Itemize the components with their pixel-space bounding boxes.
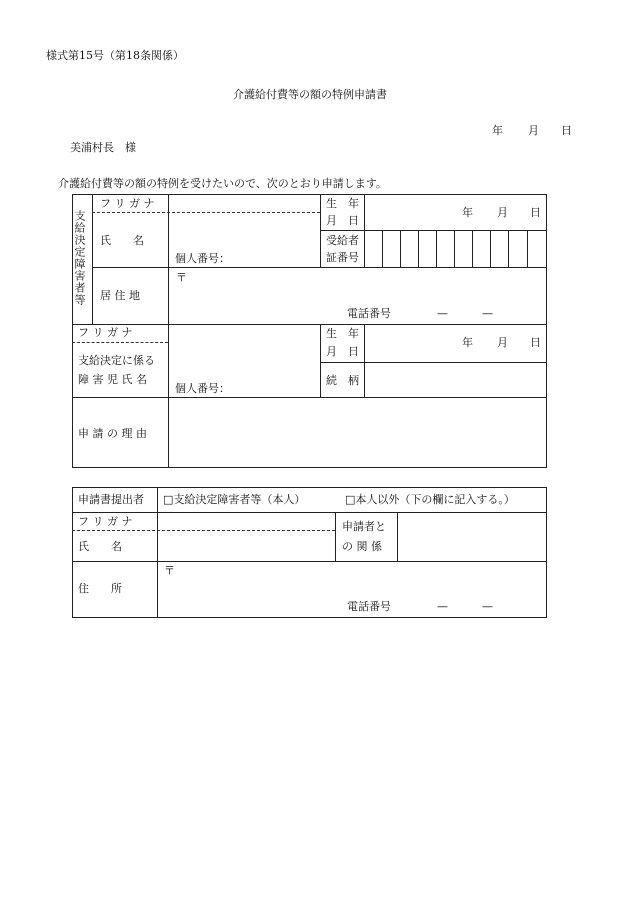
addressee: 美浦村長 様 — [70, 141, 136, 154]
reason-field[interactable] — [169, 398, 545, 466]
furigana-separator — [72, 342, 168, 343]
divider — [335, 512, 336, 561]
furigana-label: フ リ ガ ナ — [100, 197, 155, 210]
date-month-label: 月 — [528, 124, 539, 137]
recipient-number-label: 受給者 — [326, 234, 359, 247]
submitter-furigana-field[interactable] — [158, 513, 334, 529]
form-number: 様式第15号（第18条関係） — [46, 49, 184, 62]
furigana-label: フ リ ガ ナ — [78, 515, 133, 528]
intro-text: 介護給付費等の額の特例を受けたいので、次のとおり申請します。 — [58, 177, 387, 190]
date-year-label: 年 — [492, 124, 503, 137]
side-label-applicant: 支給決定障害者等 — [73, 210, 86, 306]
form-title: 介護給付費等の額の特例申請書 — [233, 88, 387, 101]
birth-month-label: 月 — [497, 206, 508, 219]
child-name-label: 支給決定に係る — [78, 354, 155, 367]
applicant-furigana-field[interactable] — [169, 195, 319, 211]
individual-number-label: 個人番号： — [175, 252, 230, 265]
child-name-label: 障 害 児 氏 名 — [78, 373, 147, 386]
postal-mark: 〒 — [164, 564, 175, 577]
address-label: 居 住 地 — [100, 289, 140, 302]
applicant-birthdate-field[interactable] — [365, 195, 545, 229]
birth-day-label: 日 — [530, 206, 541, 219]
recipient-number-field[interactable] — [365, 231, 545, 266]
birth-label: 生 年 — [326, 327, 359, 340]
option-self-checkbox[interactable]: □支給決定障害者等（本人） — [163, 493, 306, 506]
option-other-checkbox[interactable]: □本人以外（下の欄に記入する。） — [345, 493, 515, 506]
submitter-label: 申請書提出者 — [78, 493, 144, 506]
phone-separator: — — [437, 600, 448, 613]
address-label: 住 所 — [78, 582, 122, 595]
furigana-label: フ リ ガ ナ — [78, 326, 133, 339]
divider — [92, 194, 93, 324]
birth-year-label: 年 — [462, 206, 473, 219]
birth-label: 月 日 — [326, 214, 359, 227]
relation-label: 続 柄 — [326, 374, 359, 387]
submitter-relation-field[interactable] — [398, 513, 545, 560]
birth-month-label: 月 — [497, 336, 508, 349]
child-furigana-field[interactable] — [169, 325, 319, 361]
date-day-label: 日 — [561, 124, 572, 137]
birth-year-label: 年 — [462, 336, 473, 349]
phone-separator: — — [482, 307, 493, 320]
relation-field[interactable] — [365, 363, 545, 396]
birth-label: 月 日 — [326, 345, 359, 358]
name-label: 氏 名 — [100, 234, 144, 247]
phone-label: 電話番号 — [347, 307, 391, 320]
postal-mark: 〒 — [176, 271, 187, 284]
submitter-name-field[interactable] — [158, 531, 334, 560]
phone-separator: — — [437, 307, 448, 320]
recipient-number-label: 証番号 — [326, 251, 359, 264]
relation-label: の 関 係 — [342, 540, 382, 553]
relation-label: 申請者と — [342, 520, 386, 533]
reason-label: 申 請 の 理 由 — [78, 427, 147, 440]
phone-separator: — — [482, 600, 493, 613]
birth-day-label: 日 — [530, 336, 541, 349]
divider — [320, 324, 321, 397]
birth-label: 生 年 — [326, 197, 359, 210]
phone-label: 電話番号 — [347, 600, 391, 613]
child-birthdate-field[interactable] — [365, 325, 545, 361]
name-label: 氏 名 — [78, 540, 122, 553]
individual-number-label: 個人番号： — [175, 382, 230, 395]
